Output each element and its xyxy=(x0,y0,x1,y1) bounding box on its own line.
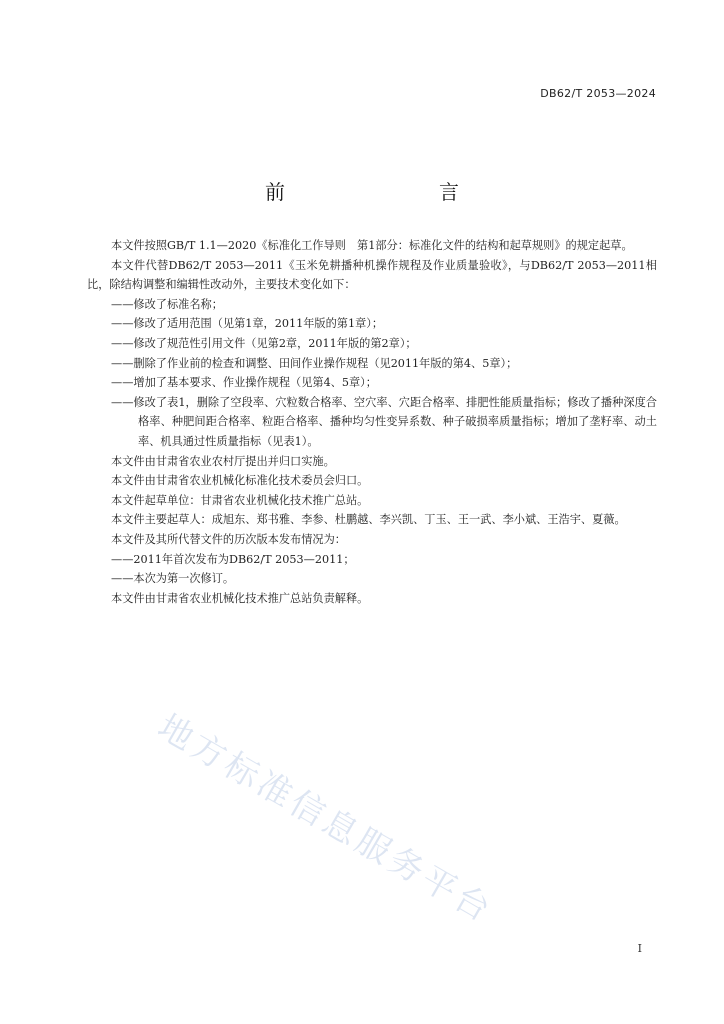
change-list-item: ——删除了作业前的检查和调整、田间作业操作规程（见2011年版的第4、5章）； xyxy=(111,356,518,370)
body-paragraph: 本文件及其所代替文件的历次版本发布情况为： xyxy=(111,532,346,546)
body-paragraph: 本文件主要起草人：成旭东、郑书雅、李参、杜鹏越、李兴凯、丁玉、王一武、李小斌、王浩宇、夏薇。 xyxy=(111,513,626,527)
document-code-header: DB62/T 2053—2024 xyxy=(540,87,656,100)
foreword-body xyxy=(87,236,657,608)
body-paragraph: 本文件起草单位：甘肃省农业机械化技术推广总站。 xyxy=(111,493,369,507)
watermark-text: 地方标准信息服务平台 xyxy=(151,706,501,932)
change-list-item: ——修改了表1，删除了空段率、穴粒数合格率、空穴率、穴距合格率、排肥性能质量指标；修改了播种深度合格率、种肥间距合格率、粒距合格率、播种均匀性变异系数、种子破损率质量指标；增加了垄籽率、动土率、机具通过性质量指标（见表1）。 xyxy=(111,395,657,448)
change-list-item: ——修改了规范性引用文件（见第2章，2011年版的第2章）； xyxy=(111,336,417,350)
change-list-item: ——本次为第一次修订。 xyxy=(111,572,235,586)
body-paragraph: 本文件由甘肃省农业机械化技术推广总站负责解释。 xyxy=(111,591,369,605)
change-list-item: ——修改了标准名称； xyxy=(111,297,223,311)
page-number: I xyxy=(637,942,642,955)
change-list-item: ——2011年首次发布为DB62/T 2053—2011； xyxy=(111,552,355,566)
body-paragraph: 本文件由甘肃省农业农村厅提出并归口实施。 xyxy=(111,454,335,468)
body-paragraph: 本文件按照GB/T 1.1—2020《标准化工作导则 第1部分：标准化文件的结构和起草规则》的规定起草。 xyxy=(111,239,633,252)
body-paragraph: 本文件代替DB62/T 2053—2011《玉米免耕播种机操作规程及作业质量验收》，与DB62/T 2053—2011相比，除结构调整和编辑性改动外，主要技术变化如下： xyxy=(87,258,657,292)
change-list-item: ——增加了基本要求、作业操作规程（见第4、5章）； xyxy=(111,376,377,390)
page-title: 前 言 xyxy=(265,180,497,204)
body-paragraph: 本文件由甘肃省农业机械化标准化技术委员会归口。 xyxy=(111,474,369,488)
change-list-item: ——修改了适用范围（见第1章，2011年版的第1章）； xyxy=(111,317,384,331)
